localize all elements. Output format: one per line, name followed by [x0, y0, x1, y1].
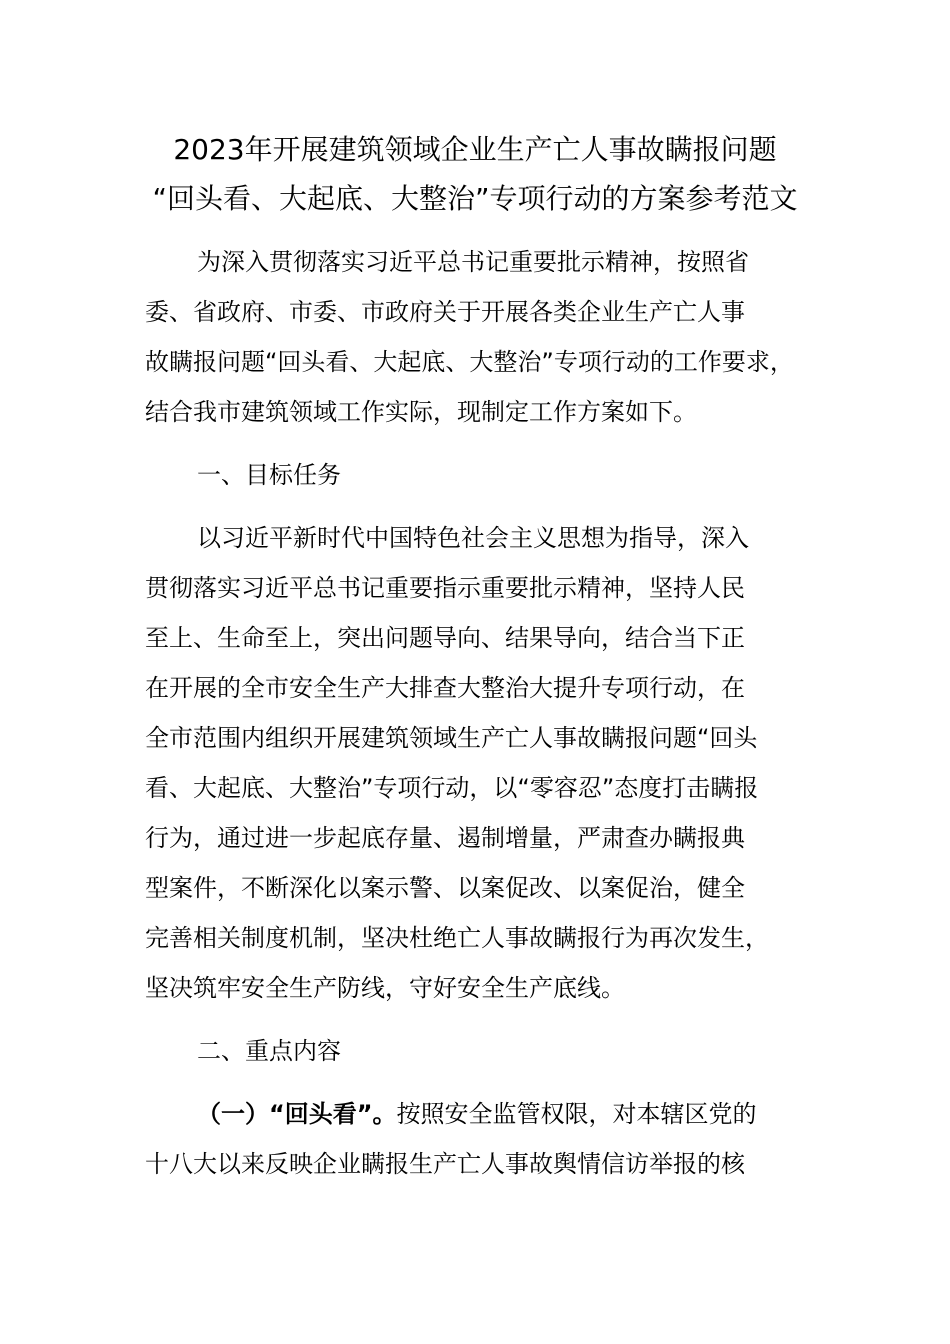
section-1-line-4: 在开展的全市安全生产大排查大整治大提升专项行动，在 [145, 674, 745, 702]
document-title-line-1: 2023年开展建筑领域企业生产亡人事故瞒报问题 [173, 133, 777, 166]
intro-line-1: 为深入贯彻落实习近平总书记重要批示精神，按照省 [197, 248, 749, 276]
item-1-bold-lead: （一）“回头看”。 [197, 1100, 397, 1128]
section-1-line-9: 完善相关制度机制，坚决杜绝亡人事故瞒报行为再次发生， [145, 924, 769, 952]
intro-line-2: 委、省政府、市委、市政府关于开展各类企业生产亡人事 [145, 298, 745, 326]
section-1-line-7: 行为，通过进一步起底存量、遏制增量，严肃查办瞒报典 [145, 824, 745, 852]
section-1-line-3: 至上、生命至上，突出问题导向、结果导向，结合当下正 [145, 624, 745, 652]
item-1-rest: 按照安全监管权限，对本辖区党的 [396, 1100, 757, 1128]
section-1-heading: 一、目标任务 [197, 461, 341, 489]
intro-line-3: 故瞒报问题“回头看、大起底、大整治”专项行动的工作要求， [145, 348, 794, 376]
document-title-line-2: “回头看、大起底、大整治”专项行动的方案参考范文 [152, 182, 798, 215]
intro-line-4: 结合我市建筑领域工作实际，现制定工作方案如下。 [145, 398, 697, 426]
section-2-heading: 二、重点内容 [197, 1037, 341, 1065]
section-1-line-5: 全市范围内组织开展建筑领域生产亡人事故瞒报问题“回头 [145, 724, 758, 752]
section-1-line-6: 看、大起底、大整治”专项行动，以“零容忍”态度打击瞒报 [145, 774, 759, 802]
section-1-line-1: 以习近平新时代中国特色社会主义思想为指导，深入 [197, 524, 749, 552]
section-2-item-1-line-2: 十八大以来反映企业瞒报生产亡人事故舆情信访举报的核 [145, 1150, 745, 1178]
section-1-line-8: 型案件，不断深化以案示警、以案促改、以案促治，健全 [145, 874, 745, 902]
section-1-line-10: 坚决筑牢安全生产防线，守好安全生产底线。 [145, 974, 625, 1002]
section-1-line-2: 贯彻落实习近平总书记重要指示重要批示精神，坚持人民 [145, 574, 745, 602]
section-2-item-1-line-1 [197, 1098, 757, 1130]
